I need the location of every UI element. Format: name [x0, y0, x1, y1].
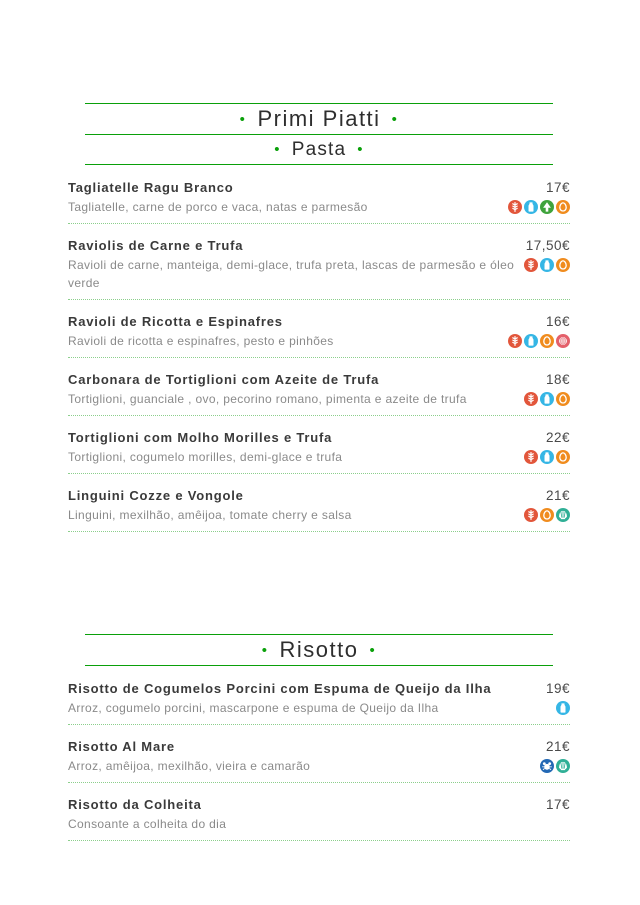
menu-content	[68, 0, 570, 841]
item-price: 18€	[545, 372, 570, 387]
item-name: Tagliatelle Ragu Branco	[68, 180, 234, 195]
item-description: Arroz, cogumelo porcini, mascarpone e espuma de Queijo da Ilha	[68, 701, 439, 715]
celery-tree-icon	[540, 200, 554, 214]
egg-icon	[540, 334, 554, 348]
nuts-walnut-icon	[556, 334, 570, 348]
section-title: Primi Piatti	[257, 106, 381, 131]
item-name: Risotto da Colheita	[68, 797, 202, 812]
item-price: 16€	[545, 314, 570, 329]
section-header	[85, 104, 553, 134]
egg-icon	[540, 508, 554, 522]
green-dot-icon: •	[239, 110, 247, 128]
item-name: Tortiglioni com Molho Morilles e Trufa	[68, 430, 333, 445]
allergen-icons	[524, 392, 570, 406]
item-description: Ravioli de carne, manteiga, demi-glace, trufa preta, lascas de parmesão e óleo verde	[68, 258, 515, 290]
item-price: 21€	[545, 739, 570, 754]
item-description: Arroz, amêijoa, mexilhão, vieira e camarão	[68, 759, 311, 773]
lactose-milk-icon	[540, 258, 554, 272]
menu-item-list	[68, 166, 570, 532]
green-dot-icon: •	[391, 110, 399, 128]
item-name: Linguini Cozze e Vongole	[68, 488, 244, 503]
item-name: Risotto de Cogumelos Porcini com Espuma de Queijo da Ilha	[68, 681, 492, 696]
gluten-wheat-icon	[508, 334, 522, 348]
item-price: 19€	[545, 681, 570, 696]
item-price: 22€	[545, 430, 570, 445]
egg-icon	[556, 392, 570, 406]
gluten-wheat-icon	[508, 200, 522, 214]
green-dot-icon: •	[261, 641, 269, 659]
item-price: 17€	[545, 180, 570, 195]
item-description: Ravioli de ricotta e espinafres, pesto e pinhões	[68, 334, 334, 348]
item-price: 17€	[545, 797, 570, 812]
gluten-wheat-icon	[524, 392, 538, 406]
menu-item	[68, 725, 570, 783]
menu-item	[68, 224, 570, 300]
menu-item	[68, 166, 570, 224]
mollusc-shell-icon	[556, 759, 570, 773]
allergen-icons	[524, 450, 570, 464]
allergen-icons	[508, 334, 570, 348]
menu-item	[68, 783, 570, 841]
gluten-wheat-icon	[524, 508, 538, 522]
menu-item	[68, 300, 570, 358]
crustacean-crab-icon	[540, 759, 554, 773]
item-description: Linguini, mexilhão, amêijoa, tomate cherry e salsa	[68, 508, 352, 522]
item-price: 17,50€	[525, 238, 570, 253]
menu-item-list	[68, 667, 570, 841]
item-price: 21€	[545, 488, 570, 503]
allergen-icons	[524, 258, 570, 272]
item-description: Tortiglioni, cogumelo morilles, demi-glace e trufa	[68, 450, 343, 464]
green-dot-icon: •	[357, 141, 364, 158]
item-description: Consoante a colheita do dia	[68, 817, 227, 831]
egg-icon	[556, 258, 570, 272]
item-name: Risotto Al Mare	[68, 739, 175, 754]
allergen-icons	[556, 701, 570, 715]
lactose-milk-icon	[524, 334, 538, 348]
section-title: Risotto	[279, 637, 359, 662]
green-dot-icon: •	[369, 641, 377, 659]
menu-item	[68, 474, 570, 532]
item-description: Tortiglioni, guanciale , ovo, pecorino romano, pimenta e azeite de trufa	[68, 392, 467, 406]
green-dot-icon: •	[274, 141, 281, 158]
allergen-icons	[524, 508, 570, 522]
gluten-wheat-icon	[524, 258, 538, 272]
item-name: Ravioli de Ricotta e Espinafres	[68, 314, 283, 329]
lactose-milk-icon	[556, 701, 570, 715]
section-header	[85, 134, 553, 164]
lactose-milk-icon	[540, 392, 554, 406]
menu-item	[68, 667, 570, 725]
lactose-milk-icon	[540, 450, 554, 464]
item-name: Raviolis de Carne e Trufa	[68, 238, 244, 253]
section-header-band	[85, 103, 553, 165]
gluten-wheat-icon	[524, 450, 538, 464]
egg-icon	[556, 450, 570, 464]
item-description: Tagliatelle, carne de porco e vaca, natas e parmesão	[68, 200, 368, 214]
item-name: Carbonara de Tortiglioni com Azeite de Trufa	[68, 372, 380, 387]
lactose-milk-icon	[524, 200, 538, 214]
menu-item	[68, 416, 570, 474]
section-header-band	[85, 634, 553, 666]
allergen-icons	[508, 200, 570, 214]
section-title: Pasta	[291, 138, 347, 160]
mollusc-shell-icon	[556, 508, 570, 522]
allergen-icons	[540, 759, 570, 773]
menu-item	[68, 358, 570, 416]
section-header	[85, 635, 553, 665]
egg-icon	[556, 200, 570, 214]
